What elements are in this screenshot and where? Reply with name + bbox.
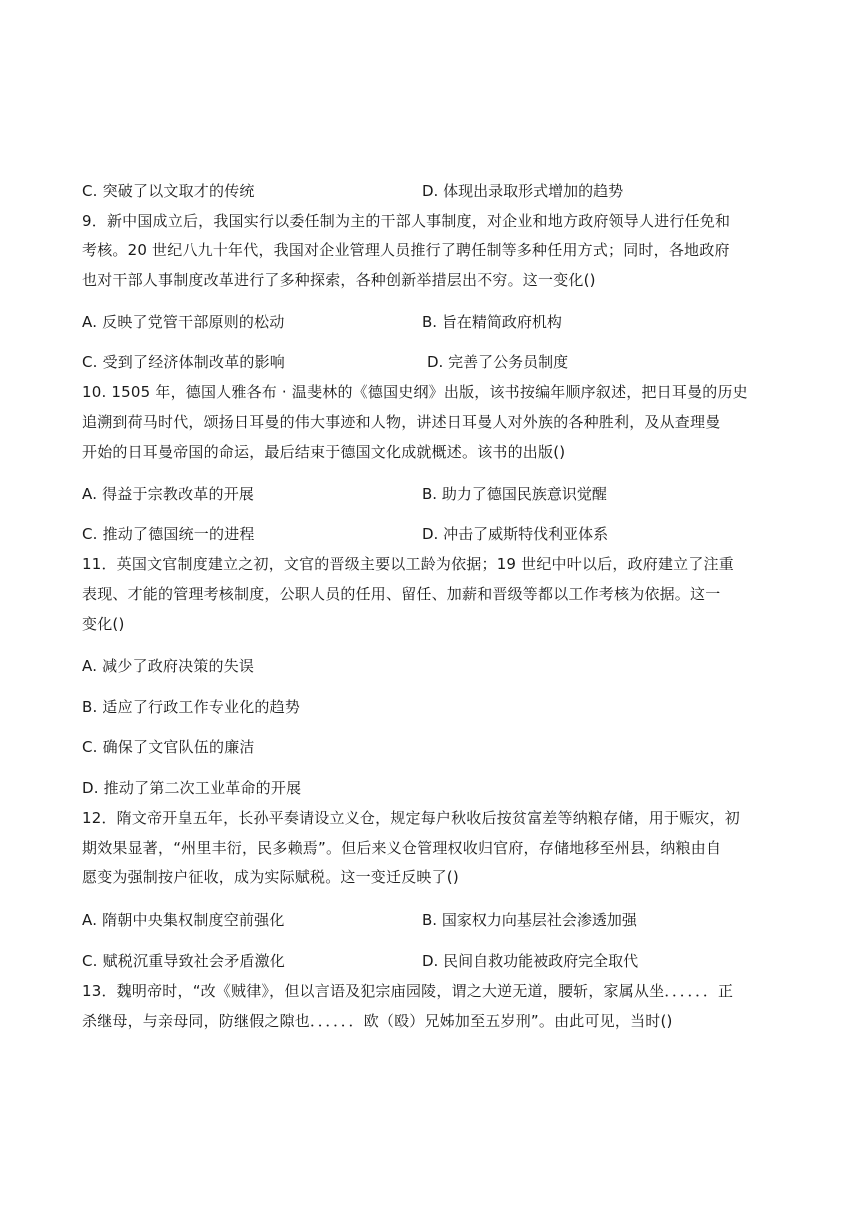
q8-option-d: D. 体现出录取形式增加的趋势 — [422, 182, 624, 200]
q11-stem-line-2: 表现、才能的管理考核制度，公职人员的任用、留任、加薪和晋级等都以工作考核为依据。这一 — [82, 585, 721, 603]
q10-stem-line-3: 开始的日耳曼帝国的命运，最后结束于德国文化成就概述。该书的出版() — [82, 443, 566, 461]
q11-stem-line-1: 11．英国文官制度建立之初，文官的晋级主要以工龄为依据；19 世纪中叶以后，政府建立了注重 — [82, 555, 734, 573]
q12-stem-line-1: 12．隋文帝开皇五年，长孙平奏请设立义仓，规定每户秋收后按贫富差等纳粮存储，用于赈灾，初 — [82, 809, 740, 827]
q10-stem-line-2: 追溯到荷马时代，颂扬日耳曼的伟大事迹和人物，讲述日耳曼人对外族的各种胜利，及从查理曼 — [82, 413, 721, 431]
q12-option-a: A. 隋朝中央集权制度空前强化 — [82, 911, 285, 929]
q10-option-c: C. 推动了德国统一的进程 — [82, 525, 255, 543]
q11-option-a: A. 减少了政府决策的失误 — [82, 657, 255, 675]
q10-option-d: D. 冲击了威斯特伐利亚体系 — [422, 525, 609, 543]
q10-stem-line-1: 10. 1505 年，德国人雅各布 · 温斐林的《德国史纲》出版，该书按编年顺序叙述，把日耳曼的历史 — [82, 383, 748, 401]
q13-stem-line-2: 杀继母，与亲母同，防继假之隙也．．．．．．欧（殴）兄姊加至五岁刑”。由此可见，当时() — [82, 1012, 673, 1030]
q11-option-c: C. 确保了文官队伍的廉洁 — [82, 738, 255, 756]
q12-option-c: C. 赋税沉重导致社会矛盾激化 — [82, 952, 286, 970]
q12-stem-line-3: 愿变为强制按户征收，成为实际赋税。这一变迁反映了() — [82, 868, 459, 886]
q11-stem-line-3: 变化() — [82, 615, 125, 633]
q11-option-b: B. 适应了行政工作专业化的趋势 — [82, 698, 301, 716]
q8-option-c: C. 突破了以文取才的传统 — [82, 182, 255, 200]
q9-stem-line-3: 也对干部人事制度改革进行了多种探索，各种创新举措层出不穷。这一变化() — [82, 271, 596, 289]
q9-stem-line-1: 9．新中国成立后，我国实行以委任制为主的干部人事制度，对企业和地方政府领导人进行任免和 — [82, 212, 731, 230]
q13-stem-line-1: 13．魏明帝时，“改《贼律》，但以言语及犯宗庙园陵，谓之大逆无道，腰斩，家属从坐．．．．．．正 — [82, 982, 734, 1000]
q12-option-b: B. 国家权力向基层社会渗透加强 — [422, 911, 637, 929]
q9-option-c: C. 受到了经济体制改革的影响 — [82, 353, 286, 371]
q11-option-d: D. 推动了第二次工业革命的开展 — [82, 779, 302, 797]
q12-stem-line-2: 期效果显著，“州里丰衍，民多赖焉”。但后来义仓管理权收归官府，存储地移至州县，纳粮由自 — [82, 839, 722, 857]
q12-option-d: D. 民间自救功能被政府完全取代 — [422, 952, 639, 970]
q10-option-b: B. 助力了德国民族意识觉醒 — [422, 485, 607, 503]
q9-option-d: D. 完善了公务员制度 — [427, 353, 569, 371]
q9-option-b: B. 旨在精简政府机构 — [422, 313, 562, 331]
q9-option-a: A. 反映了党管干部原则的松动 — [82, 313, 285, 331]
q9-stem-line-2: 考核。20 世纪八九十年代，我国对企业管理人员推行了聘任制等多种任用方式；同时，各地政府 — [82, 241, 730, 259]
q10-option-a: A. 得益于宗教改革的开展 — [82, 485, 255, 503]
